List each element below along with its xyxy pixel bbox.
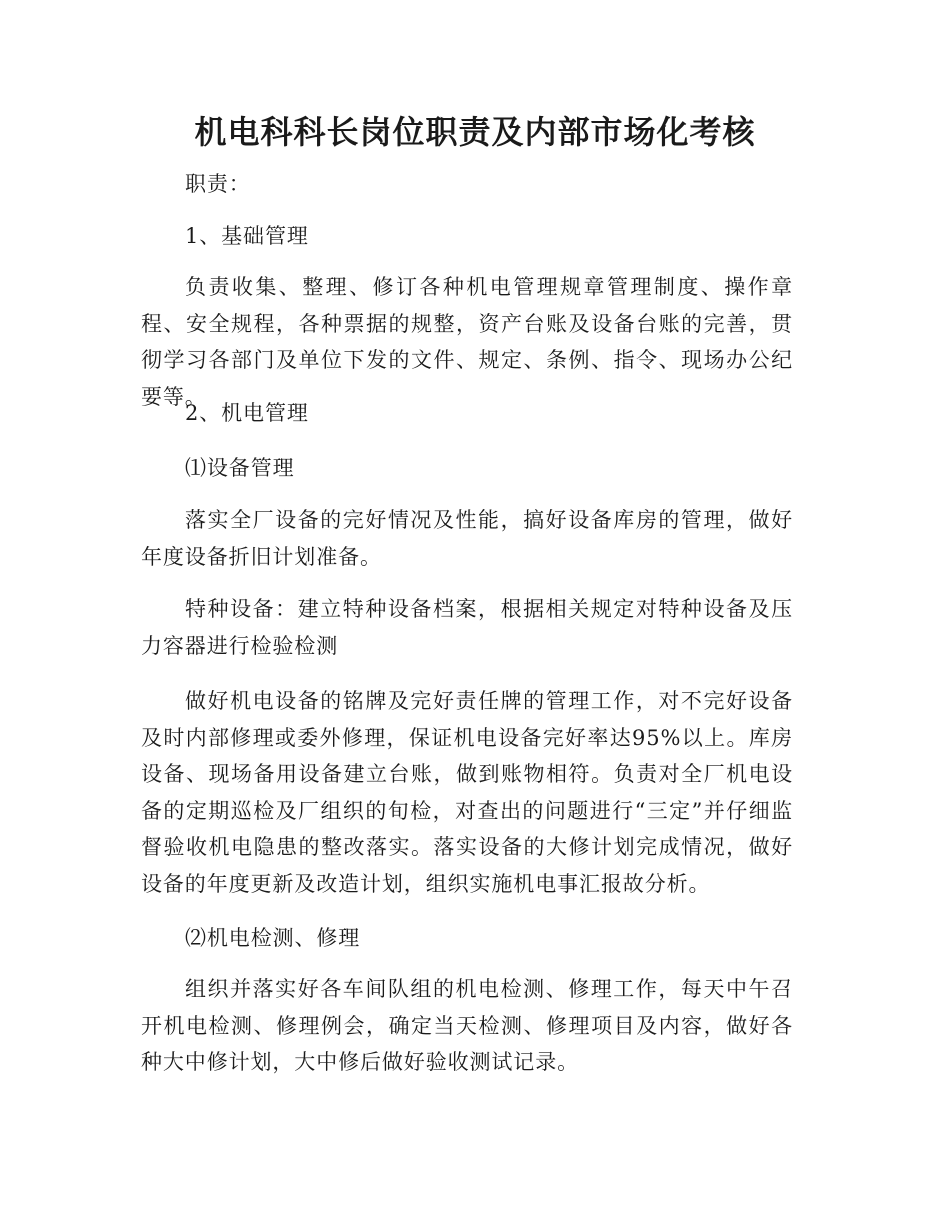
section-heading-basic-management: 1、基础管理 [185,224,309,248]
subsection-heading-testing-repair: ⑵机电检测、修理 [185,926,361,950]
section-heading-electromechanical-management: 2、机电管理 [185,401,309,425]
subsection-heading-equipment-management: ⑴设备管理 [185,456,295,480]
document-title: 机电科科长岗位职责及内部市场化考核 [194,113,756,151]
paragraph-basic-management: 负责收集、整理、修订各种机电管理规章管理制度、操作章程、安全规程，各种票据的规整，资产台账及设备台账的完善，贯彻学习各部门及单位下发的文件、规定、条例、指令、现场办公纪要等。 [141,275,793,409]
paragraph-testing-repair: 组织并落实好各车间队组的机电检测、修理工作，每天中午召开机电检测、修理例会，确定当天检测、修理项目及内容，做好各种大中修计划，大中修后做好验收测试记录。 [141,977,793,1074]
paragraph-equipment-status: 落实全厂设备的完好情况及性能，搞好设备库房的管理，做好年度设备折旧计划准备。 [141,508,793,569]
paragraph-special-equipment: 特种设备：建立特种设备档案，根据相关规定对特种设备及压力容器进行检验检测 [141,597,793,658]
duties-label: 职责： [185,172,251,196]
paragraph-equipment-nameplate: 做好机电设备的铭牌及完好责任牌的管理工作，对不完好设备及时内部修理或委外修理，保证机电设备完好率达95%以上。库房设备、现场备用设备建立台账，做到账物相符。负责对全厂机电设备的定期巡检及厂组织的旬检，对查出的问题进行“三定”并仔细监督验收机电隐患的整改落实。落实设备的大修计划完成情况，做好设备的年度更新及改造计划，组织实施机电事汇报故分析。 [141,689,793,896]
